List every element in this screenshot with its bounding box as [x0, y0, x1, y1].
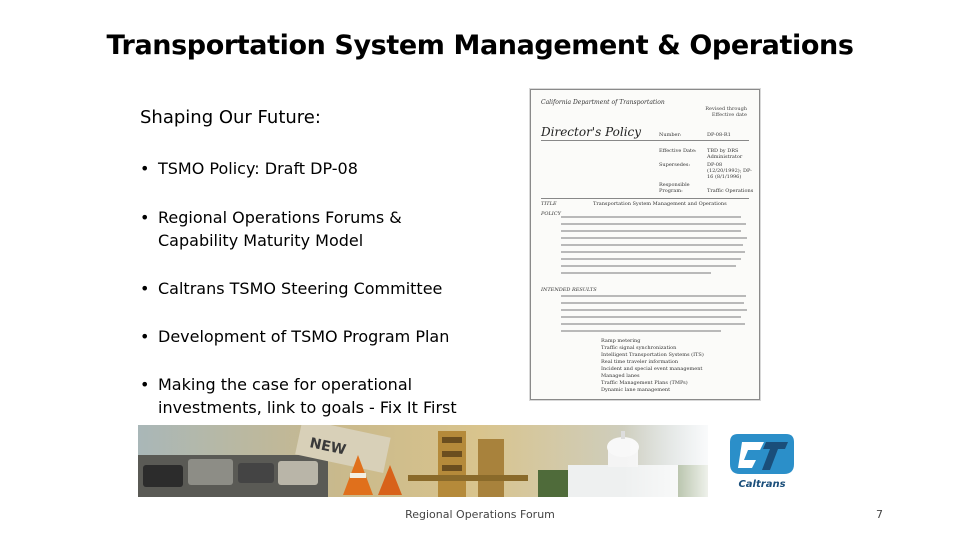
bullet-dot: • — [140, 375, 150, 394]
bullet-text: Making the case for operational investments, link to goals - Fix It First — [158, 375, 457, 417]
document-text-line — [561, 237, 747, 239]
bullet-text: Regional Operations Forums & Capability Maturity Model — [158, 208, 402, 250]
document-text-line — [561, 244, 743, 246]
document-meta-label: Number: — [659, 132, 682, 138]
document-text-line — [561, 265, 736, 267]
slide-footer: Regional Operations Forum — [405, 508, 555, 521]
document-text-line — [561, 302, 744, 304]
transportation-photo-collage — [138, 425, 708, 497]
caltrans-logo — [720, 430, 805, 492]
document-text-line — [561, 272, 711, 274]
document-text-line — [561, 295, 746, 297]
document-meta-value: TBD by DRS Administrator — [707, 148, 743, 160]
document-list-item: Intelligent Transportation Systems (ITS) — [601, 352, 704, 358]
bullet-dot: • — [140, 159, 150, 178]
document-list-item: Managed lanes — [601, 373, 640, 379]
document-text-line — [561, 223, 746, 225]
document-rule — [541, 198, 749, 199]
policy-document-image — [530, 89, 760, 400]
document-meta-value: Traffic Operations — [707, 188, 754, 194]
document-department: California Department of Transportation — [541, 99, 665, 106]
document-list-item: Ramp metering — [601, 338, 641, 344]
slide-title: Transportation System Management & Operations — [106, 30, 854, 61]
bullet-text: Caltrans TSMO Steering Committee — [158, 279, 443, 298]
bullet-text: Development of TSMO Program Plan — [158, 327, 450, 346]
document-text-line — [561, 216, 741, 218]
document-heading: Director's Policy — [541, 125, 642, 139]
bullet-item — [140, 206, 520, 252]
document-rule — [541, 140, 749, 141]
document-meta-label: Responsible Program: — [659, 182, 690, 194]
document-policy-label: POLICY — [541, 211, 561, 217]
document-list-item: Traffic Management Plans (TMPs) — [601, 380, 688, 386]
document-meta-value: DP-08-R1 — [707, 132, 731, 138]
document-title-value: Transportation System Management and Operations — [593, 201, 727, 207]
bullet-item — [140, 373, 520, 419]
logo-text: Caltrans — [738, 479, 786, 490]
document-intended-label: INTENDED RESULTS — [541, 287, 597, 293]
bullet-item — [140, 277, 520, 300]
document-supersede-note: Revised through Effective date — [705, 106, 747, 118]
bullet-dot: • — [140, 327, 150, 346]
document-meta-label: Supersedes: — [659, 162, 691, 168]
document-list-item: Traffic signal synchronization — [601, 345, 677, 351]
document-meta-value: DP-08 (12/20/1992); DP-16 (8/1/1996) — [707, 162, 752, 180]
document-text-line — [561, 323, 745, 325]
bullet-text: TSMO Policy: Draft DP-08 — [158, 159, 358, 178]
page-number: 7 — [876, 508, 883, 521]
document-list-item: Real time traveler information — [601, 359, 679, 365]
bullet-dot: • — [140, 279, 150, 298]
document-text-line — [561, 230, 741, 232]
slide-subtitle: Shaping Our Future: — [140, 107, 321, 128]
document-text-line — [561, 251, 745, 253]
document-text-line — [561, 330, 721, 332]
bullet-item — [140, 157, 520, 180]
document-text-line — [561, 316, 741, 318]
bullet-item — [140, 325, 520, 348]
document-meta-label: Effective Date: — [659, 148, 697, 154]
document-text-line — [561, 258, 741, 260]
document-list-item: Incident and special event management — [601, 366, 703, 372]
document-list-item: Dynamic lane management — [601, 387, 671, 393]
bullet-dot: • — [140, 208, 150, 227]
document-text-line — [561, 309, 747, 311]
document-title-label: TITLE — [541, 201, 557, 207]
